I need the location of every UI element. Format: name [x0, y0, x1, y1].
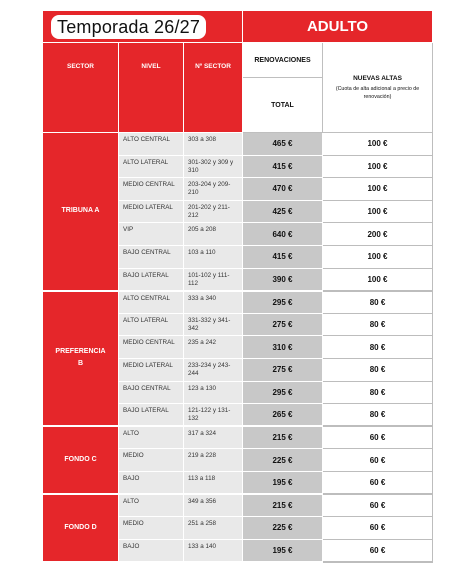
- sector-label: FONDO C: [43, 426, 119, 494]
- nueva-alta-cell: 100 €: [323, 200, 433, 223]
- season-header: [43, 11, 243, 43]
- col-num-sector-header: Nº SECTOR: [184, 43, 243, 133]
- nivel-cell: ALTO LATERAL: [119, 313, 184, 336]
- renovacion-total-cell: 215 €: [243, 426, 323, 449]
- renovacion-total-cell: 415 €: [243, 155, 323, 178]
- nivel-cell: ALTO: [119, 494, 184, 517]
- price-sheet: [42, 10, 432, 563]
- renovacion-total-cell: 465 €: [243, 133, 323, 156]
- sector-number-cell: 303 a 308: [184, 133, 243, 156]
- sector-number-cell: 203-204 y 209-210: [184, 178, 243, 201]
- renovacion-total-cell: 215 €: [243, 494, 323, 517]
- renovacion-total-cell: 275 €: [243, 313, 323, 336]
- sector-number-cell: 121-122 y 131-132: [184, 404, 243, 427]
- table-row: [43, 426, 433, 449]
- nueva-alta-cell: 80 €: [323, 381, 433, 404]
- nueva-alta-cell: 80 €: [323, 404, 433, 427]
- sector-number-cell: 301-302 y 309 y 310: [184, 155, 243, 178]
- nueva-alta-cell: 60 €: [323, 494, 433, 517]
- table-row: [43, 291, 433, 314]
- nivel-cell: ALTO LATERAL: [119, 155, 184, 178]
- sector-number-cell: 331-332 y 341-342: [184, 313, 243, 336]
- sector-number-cell: 333 a 340: [184, 291, 243, 314]
- sector-number-cell: 113 a 118: [184, 471, 243, 494]
- table-row: [43, 133, 433, 156]
- renovacion-total-cell: 265 €: [243, 404, 323, 427]
- sector-number-cell: 205 a 208: [184, 223, 243, 246]
- nueva-alta-cell: 60 €: [323, 539, 433, 562]
- nueva-alta-cell: 60 €: [323, 471, 433, 494]
- nivel-cell: ALTO: [119, 426, 184, 449]
- nueva-alta-cell: 60 €: [323, 517, 433, 540]
- nivel-cell: MEDIO: [119, 517, 184, 540]
- nivel-cell: MEDIO: [119, 449, 184, 472]
- renovacion-total-cell: 195 €: [243, 471, 323, 494]
- nivel-cell: BAJO CENTRAL: [119, 245, 184, 268]
- renovacion-total-cell: 470 €: [243, 178, 323, 201]
- sector-number-cell: 317 a 324: [184, 426, 243, 449]
- col-renovaciones-header: RENOVACIONES: [243, 43, 323, 78]
- sector-label: FONDO D: [43, 494, 119, 562]
- nueva-alta-cell: 60 €: [323, 426, 433, 449]
- nivel-cell: MEDIO LATERAL: [119, 358, 184, 381]
- season-title: Temporada 26/27: [51, 15, 206, 39]
- sector-number-cell: 133 a 140: [184, 539, 243, 562]
- nueva-alta-cell: 80 €: [323, 358, 433, 381]
- sector-number-cell: 123 a 130: [184, 381, 243, 404]
- renovacion-total-cell: 390 €: [243, 268, 323, 291]
- nueva-alta-cell: 100 €: [323, 133, 433, 156]
- renovacion-total-cell: 225 €: [243, 517, 323, 540]
- nivel-cell: BAJO LATERAL: [119, 404, 184, 427]
- nivel-cell: VIP: [119, 223, 184, 246]
- nivel-cell: MEDIO CENTRAL: [119, 336, 184, 359]
- nivel-cell: MEDIO LATERAL: [119, 200, 184, 223]
- renovacion-total-cell: 425 €: [243, 200, 323, 223]
- nueva-alta-cell: 200 €: [323, 223, 433, 246]
- sector-number-cell: 235 a 242: [184, 336, 243, 359]
- nivel-cell: BAJO CENTRAL: [119, 381, 184, 404]
- col-total-header: TOTAL: [243, 78, 323, 133]
- nivel-cell: BAJO: [119, 539, 184, 562]
- price-table-body: [43, 133, 433, 562]
- nivel-cell: BAJO LATERAL: [119, 268, 184, 291]
- sector-label: PREFERENCIA B: [43, 291, 119, 427]
- nueva-alta-cell: 100 €: [323, 155, 433, 178]
- nivel-cell: MEDIO CENTRAL: [119, 178, 184, 201]
- col-nivel-header: NIVEL: [119, 43, 184, 133]
- renovacion-total-cell: 195 €: [243, 539, 323, 562]
- nuevas-altas-title: NUEVAS ALTAS: [353, 74, 402, 82]
- renovacion-total-cell: 225 €: [243, 449, 323, 472]
- nivel-cell: ALTO CENTRAL: [119, 291, 184, 314]
- sector-number-cell: 101-102 y 111-112: [184, 268, 243, 291]
- nueva-alta-cell: 60 €: [323, 449, 433, 472]
- sector-number-cell: 251 a 258: [184, 517, 243, 540]
- nueva-alta-cell: 80 €: [323, 291, 433, 314]
- col-nuevas-altas-header: [323, 43, 433, 133]
- table-row: [43, 494, 433, 517]
- renovacion-total-cell: 275 €: [243, 358, 323, 381]
- nueva-alta-cell: 100 €: [323, 178, 433, 201]
- sector-number-cell: 349 a 356: [184, 494, 243, 517]
- sector-number-cell: 103 a 110: [184, 245, 243, 268]
- renovacion-total-cell: 640 €: [243, 223, 323, 246]
- nuevas-altas-note: (Cuota de alta adicional a precio de renovación): [335, 85, 420, 100]
- renovacion-total-cell: 295 €: [243, 291, 323, 314]
- nivel-cell: BAJO: [119, 471, 184, 494]
- sector-number-cell: 233-234 y 243-244: [184, 358, 243, 381]
- renovacion-total-cell: 310 €: [243, 336, 323, 359]
- sector-number-cell: 201-202 y 211-212: [184, 200, 243, 223]
- col-sector-header: SECTOR: [43, 43, 119, 133]
- price-table: [42, 10, 433, 563]
- nueva-alta-cell: 80 €: [323, 336, 433, 359]
- nueva-alta-cell: 100 €: [323, 268, 433, 291]
- category-title: ADULTO: [243, 11, 433, 43]
- nueva-alta-cell: 80 €: [323, 313, 433, 336]
- renovacion-total-cell: 295 €: [243, 381, 323, 404]
- nivel-cell: ALTO CENTRAL: [119, 133, 184, 156]
- sector-label: TRIBUNA A: [43, 133, 119, 291]
- renovacion-total-cell: 415 €: [243, 245, 323, 268]
- nueva-alta-cell: 100 €: [323, 245, 433, 268]
- sector-number-cell: 219 a 228: [184, 449, 243, 472]
